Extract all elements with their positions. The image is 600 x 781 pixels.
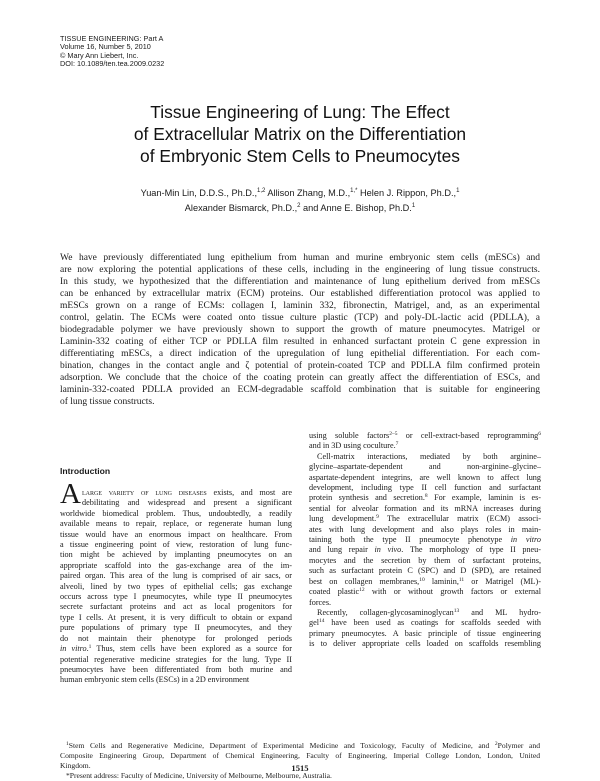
body-line: aspartate-dependent integrins, are well known to affect lung [309,472,541,482]
body-line: ates with lung development and also plays roles in main- [309,524,541,534]
author-affiliation: 1 [456,188,460,194]
affiliation-footnote: Composite Engineering Group, Department of Chemical Engineering, Faculty of Engineering, Imperial College London, London, United [60,751,540,760]
body-line: occurs across type I pneumocytes, while type II pneumocytes [60,592,292,602]
journal-name: TISSUE ENGINEERING: Part A [60,34,164,43]
body-line: lung development.$^9$ The extracellular matrix (ECM) associ- [309,514,541,524]
body-line: pure populations of primary type II pneumocytes, and they [60,623,292,633]
abstract-line: Laminin-332 coating of either TCP or PDLLA film resulted in enhanced surfactant protein C gene expression in [60,337,540,347]
body-line: sential for alveolar formation and its mRNA increases during [309,503,541,513]
drop-cap: A [60,478,81,510]
citation: 1 [88,644,92,651]
body-line: appropriate scaffold into the gas-exchange area of the im- [60,560,292,570]
body-line: worldwide biomedical problem. Thus, undoubtedly, a readily [60,508,292,518]
body-line: secrete surfactant proteins and act as local progenitors for [60,602,292,612]
body-line: tion might be achieved by implanting pneumocytes on an [60,550,292,560]
citation: 10 [419,576,425,583]
body-line: taining both the type II pneumocyte phenotype in vitro [309,535,541,545]
citation: 11 [458,576,465,583]
section-heading-introduction: Introduction [60,466,111,476]
body-line: available means to repair, replace, or regenerate human lung [60,519,292,529]
author-name: Alexander Bismarck, Ph.D., [184,202,298,213]
intro-right-column [309,431,541,650]
journal-header [60,35,164,69]
author-affiliation: 2 [297,202,301,209]
body-line: potential regenerative medicine strategies for the lung. Type II [60,654,292,664]
body-line: coated plastic$^{12}$ with or without growth factors or external [309,587,541,597]
lead-in-smallcaps: large variety of lung diseases [82,488,207,497]
body-line: best on collagen membranes,$^{10}$ laminin,$^{11}$ or Matrigel (ML)- [309,576,541,586]
abstract-line: biodegradable polymer we have previously shown to support the growth of mature pneumocytes. Matrigel or [60,325,540,335]
body-line: debilitating and widespread and present a significant [82,498,292,508]
body-line: pneumocytes have been differentiated from both murine and [60,664,292,674]
title-line: of Embryonic Stem Cells to Pneumocytes [140,146,460,166]
affiliation-footnote: Kingdom. [60,761,91,770]
body-line: protein synthesis and secretion.$^8$ For example, laminin is es- [309,493,541,503]
citation: 14 [319,618,325,625]
journal-volume: Volume 16, Number 5, 2010 [60,42,151,52]
body-line: paired organ. This area of the lung is comprised of air sacs, or [60,571,292,581]
body-line: and lung repair in vivo. The morphology of type II pneu- [309,545,542,555]
abstract-line: We have previously differentiated lung epithelium from human and murine embryonic stem cells (mESCs) and [60,253,540,263]
body-line: large variety of lung diseases exists, and most are [82,488,292,497]
journal-copyright: © Mary Ann Liebert, Inc. [60,50,139,60]
author-list [60,186,540,215]
body-line: glycine–aspartate-dependent and non-arginine–glycine– [309,462,541,472]
abstract-line: control, gelatin. The ECMs were coated onto tissue culture plastic (TCP) and poly-DL-lactic acid (PDLLA), a [60,313,540,323]
body-line: human embryonic stem cells (ESCs) in a 2D environment [60,675,250,685]
body-line: is to deliver appropriate cells loaded on scaffolds resembling [309,639,541,649]
footnotes [60,741,540,781]
author-name: Allison Zhang, M.D., [267,188,351,198]
body-line: gel$^{14}$ have been used as coatings for scaffolds seeded with [309,618,541,628]
abstract-line: are now exploring the potential applications of these cells, including in the engineering of lung tissue constructs. [60,265,540,275]
citation: 6 [538,431,542,437]
abstract-line: laminin-332-coated PDLLA provided an ECM-degradable scaffold combination that is suitable for engineering [60,385,540,395]
abstract-line: adsorption. We conclude that the choice of the coating protein can greatly affect the differentiation of ESCs, and [60,373,540,383]
body-line: tissue would have an enormous impact on healthcare. From [60,529,292,539]
author-name: and Anne E. Bishop, Ph.D. [303,202,412,213]
body-line: such as surfactant protein C (SPC) and D (SPD), are retained [309,566,541,576]
author-line [60,201,540,216]
body-line: development, including type II cell function and surfactant [309,483,541,493]
paper-title [60,101,540,167]
abstract-line: differentiating mESCs, a direct indication of the upregulation of lung epithelial differentiation. For each com- [60,349,540,359]
body-line: do not maintain their phenotype for prolonged periods [60,633,292,643]
affiliation-footnote: $^1$Stem Cells and Regenerative Medicine, Department of Experimental Medicine and Toxicology, Faculty of Medicine, and $^2$Polymer and [66,741,540,750]
author-name: Helen J. Rippon, Ph.D., [360,188,457,198]
title-line: of Extracellular Matrix on the Differentiation [133,124,467,144]
journal-doi: DOI: 10.1089/ten.tea.2009.0232 [60,59,165,69]
author-line [60,186,540,201]
citation: 2–5 [389,431,398,437]
body-line: forces. [309,597,332,607]
citation: 13 [453,607,460,614]
abstract [60,252,540,408]
present-address-footnote: *Present address: Faculty of Medicine, University of Melbourne, Melbourne, Australia. [66,771,332,780]
title-line: Tissue Engineering of Lung: The Effect [150,102,450,122]
citation: 12 [359,587,365,594]
author-affiliation: 1,2 [257,188,266,194]
abstract-line: of lung tissue constructs. [60,397,155,407]
citation: 7 [395,441,399,448]
body-line: Recently, collagen-glycosaminoglycan$^{13}$ and ML hydro- [317,607,541,617]
citation: 9 [376,514,379,521]
body-line: mocytes and the secretion by them of surfactant proteins, [309,555,541,565]
intro-left-column [60,488,292,686]
author-name: Yuan-Min Lin, D.D.S., Ph.D., [140,188,258,198]
body-line: alveoli, lined by two types of epithelial cells; gas exchange [60,581,292,591]
body-line: type I cells. At present, it is very difficult to obtain or expand [60,612,292,622]
page-number: 1515 [291,763,309,773]
body-line: a tissue engineering point of view, restoration of lung func- [60,540,292,550]
abstract-line: mESCs grown on a range of ECMs: collagen I, laminin 332, fibronectin, Matrigel, and, as an experimental [60,301,540,311]
body-line: using soluble factors$^{2-5}$ or cell-extract-based reprogramming$^6$ [309,431,542,440]
abstract-line: can be enhanced by extracellular matrix (ECM) proteins. Our established differentiation protocol was applied to [60,289,540,299]
abstract-line: In this study, we hypothesized that the differentiation and maintenance of lung epithelium derived from mESCs [60,277,540,287]
author-affiliation: 1,* [350,188,358,194]
body-line: primary pneumocytes. A basic principle of tissue engineering [309,628,541,638]
author-affiliation: 1 [411,202,416,209]
body-line: Cell-matrix interactions, mediated by both arginine– [317,451,541,461]
body-line: and in 3D using coculture.$^7$ [309,441,399,451]
citation: 8 [424,493,428,500]
body-line: in vitro.$^1$ Thus, stem cells have been explored as a source for [60,644,292,654]
abstract-line: bination, changes in the contact angle and ζ potential of protein-coated TCP and PDLLA film confirmed protein [60,361,540,371]
